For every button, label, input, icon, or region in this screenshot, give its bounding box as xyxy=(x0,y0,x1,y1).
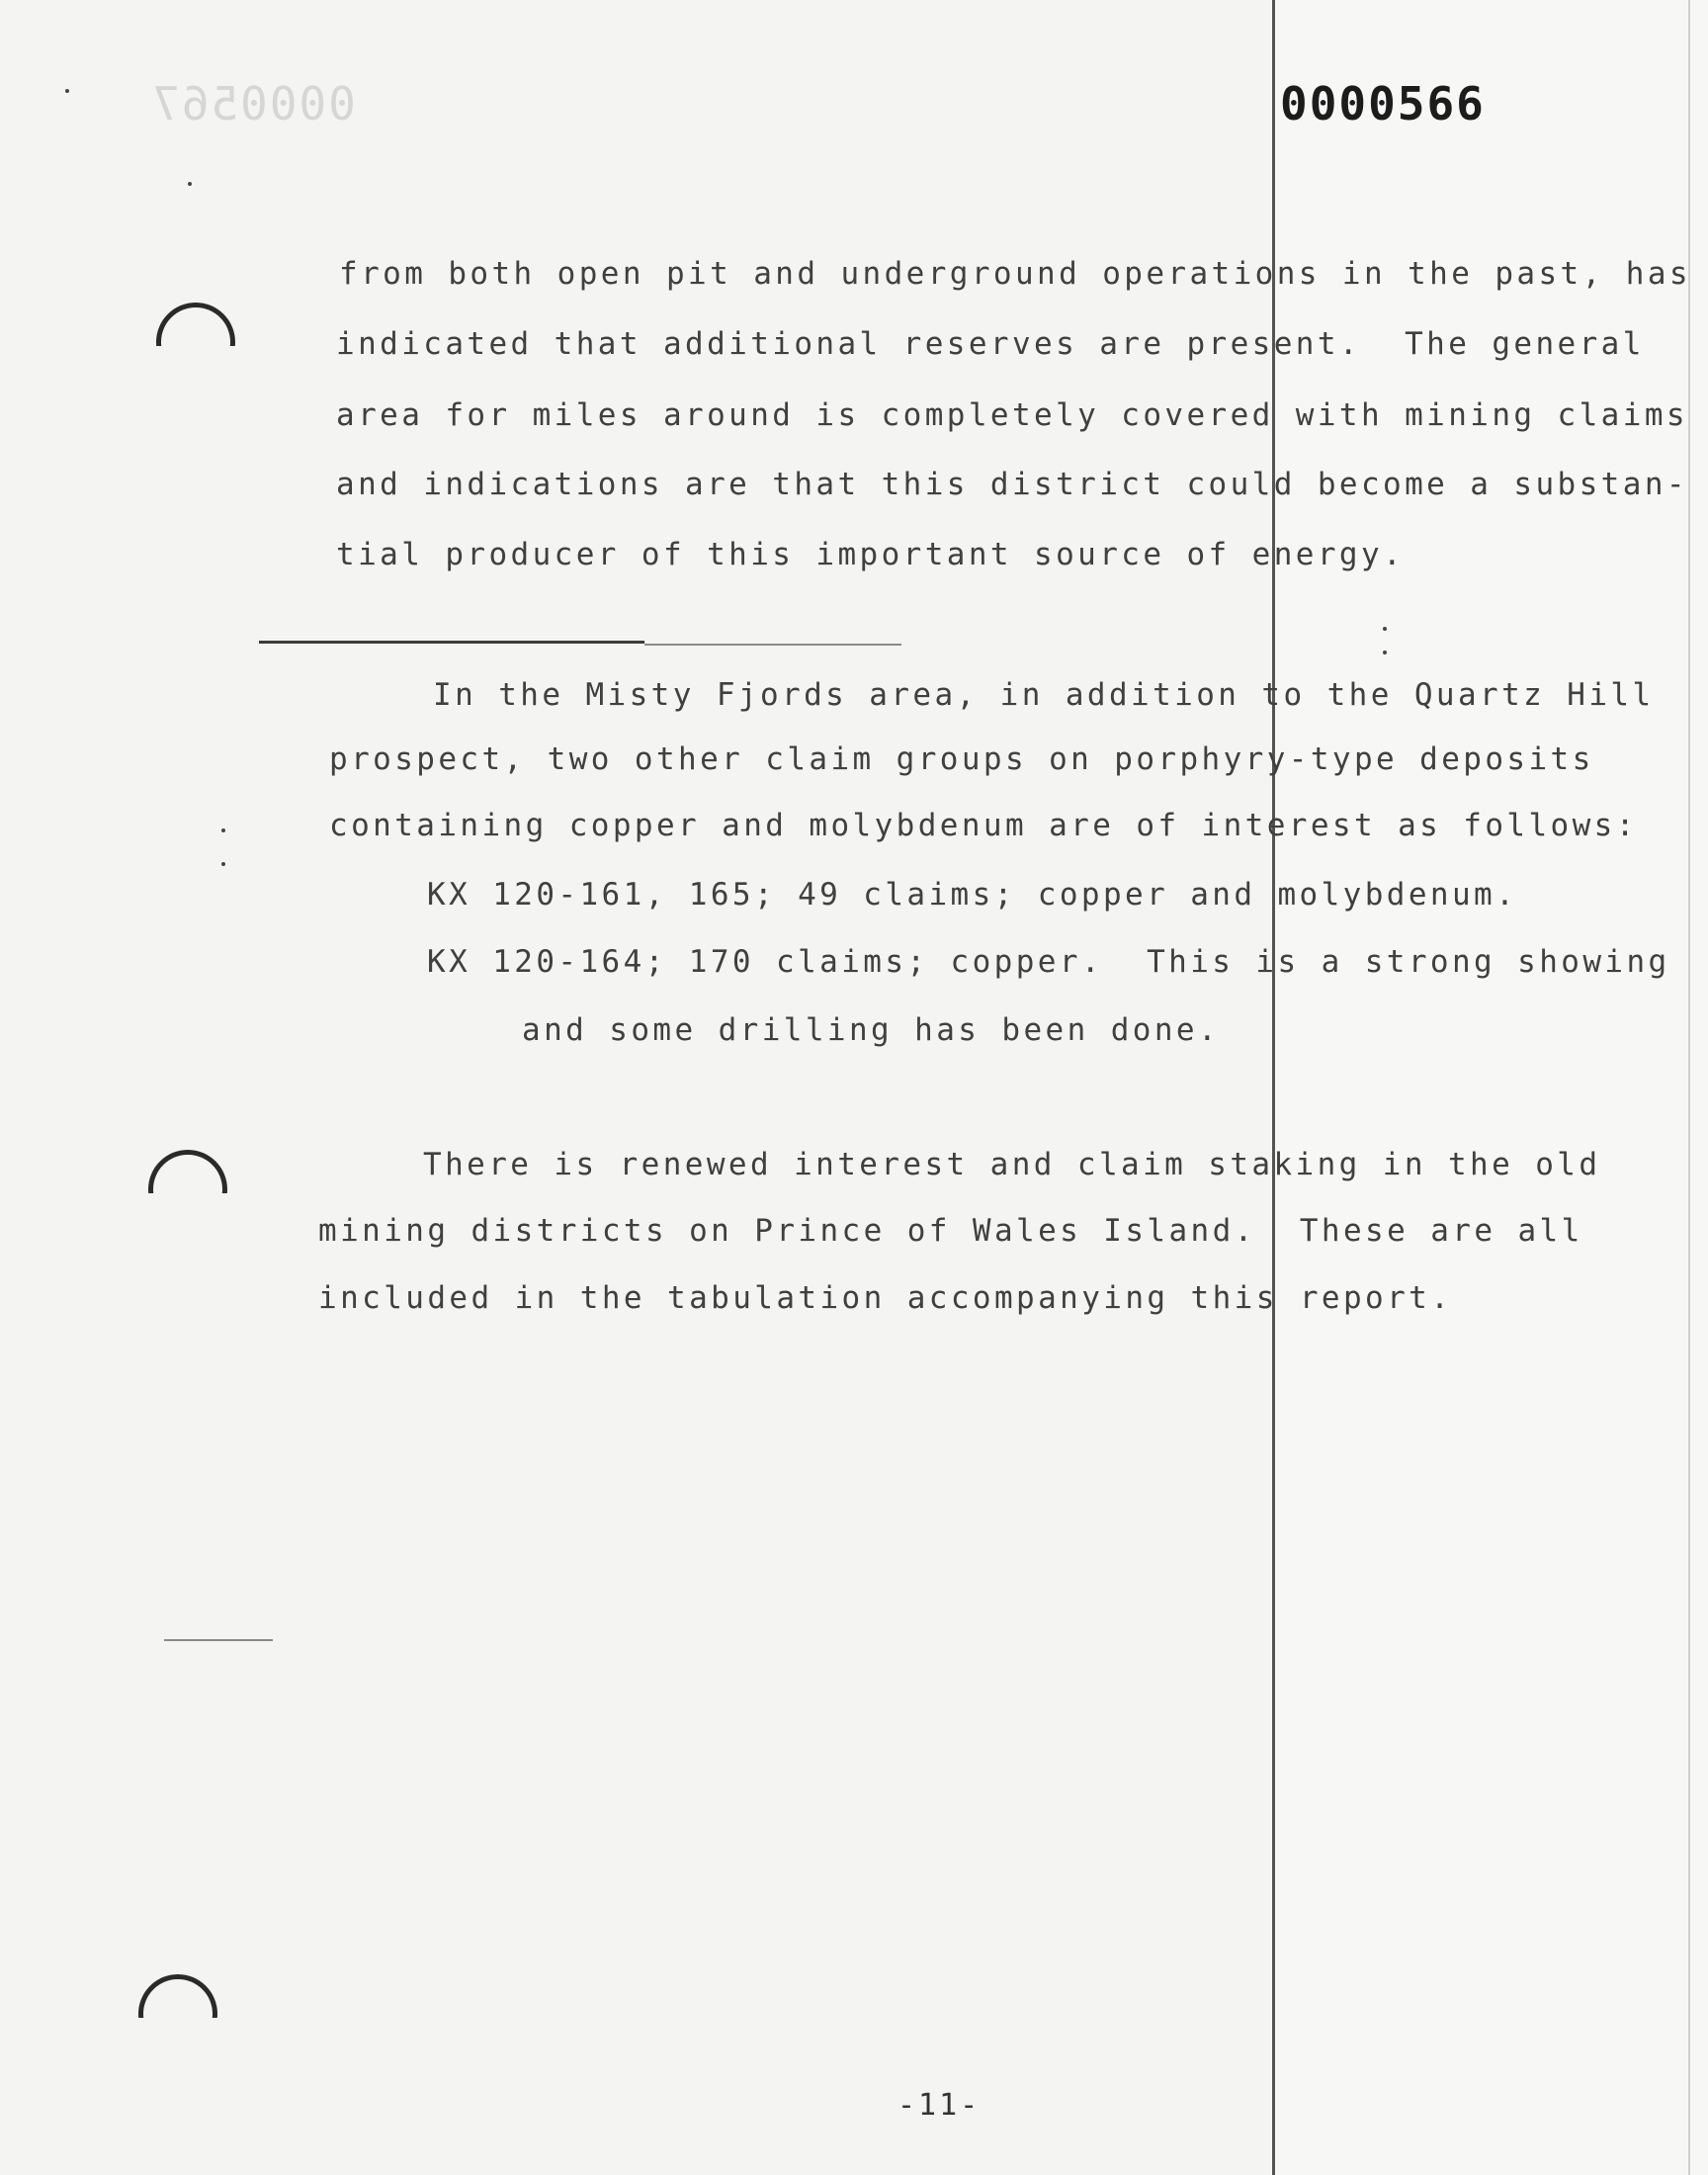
margin-mark xyxy=(164,1639,273,1641)
punch-hole-top-icon xyxy=(156,303,235,382)
punch-hole-bottom-icon xyxy=(138,1974,217,2053)
bates-number: 0000566 xyxy=(1280,77,1486,130)
claim-entry-continued: and some drilling has been done. xyxy=(522,1012,1221,1048)
punch-hole-middle-icon xyxy=(148,1150,227,1229)
speck xyxy=(1383,651,1387,654)
paragraph2-line: prospect, two other claim groups on porphyry-type deposits xyxy=(329,741,1594,777)
page-edge xyxy=(1688,0,1690,2175)
paragraph1-line: tial producer of this important source of energy. xyxy=(336,537,1406,572)
speck xyxy=(188,182,192,186)
paragraph3-line: There is renewed interest and claim staking in the old xyxy=(423,1147,1601,1182)
separator-rule xyxy=(259,641,644,644)
paragraph3-line: mining districts on Prince of Wales Island. These are all xyxy=(318,1213,1583,1249)
paragraph1-line: indicated that additional reserves are present. The general xyxy=(336,326,1645,362)
paragraph1-line: from both open pit and underground operations in the past, has xyxy=(339,256,1691,292)
paragraph1-line: and indications are that this district could become a substan- xyxy=(336,467,1688,502)
speck xyxy=(1383,627,1387,631)
speck xyxy=(221,862,225,866)
paragraph1-line: area for miles around is completely covered with mining claims xyxy=(336,397,1688,433)
paragraph2-line: In the Misty Fjords area, in addition to the Quartz Hill xyxy=(433,677,1655,713)
claim-entry: KX 120-161, 165; 49 claims; copper and molybdenum. xyxy=(427,877,1518,913)
paragraph2-line: containing copper and molybdenum are of interest as follows: xyxy=(329,808,1638,843)
bates-bleedthrough: 0000567 xyxy=(150,77,356,130)
speck xyxy=(221,828,225,832)
separator-rule-faint xyxy=(644,644,901,646)
speck xyxy=(65,89,69,93)
page-number: -11- xyxy=(897,2088,982,2123)
paragraph3-line: included in the tabulation accompanying this report. xyxy=(318,1280,1453,1316)
claim-entry: KX 120-164; 170 claims; copper. This is a strong showing xyxy=(427,944,1670,980)
